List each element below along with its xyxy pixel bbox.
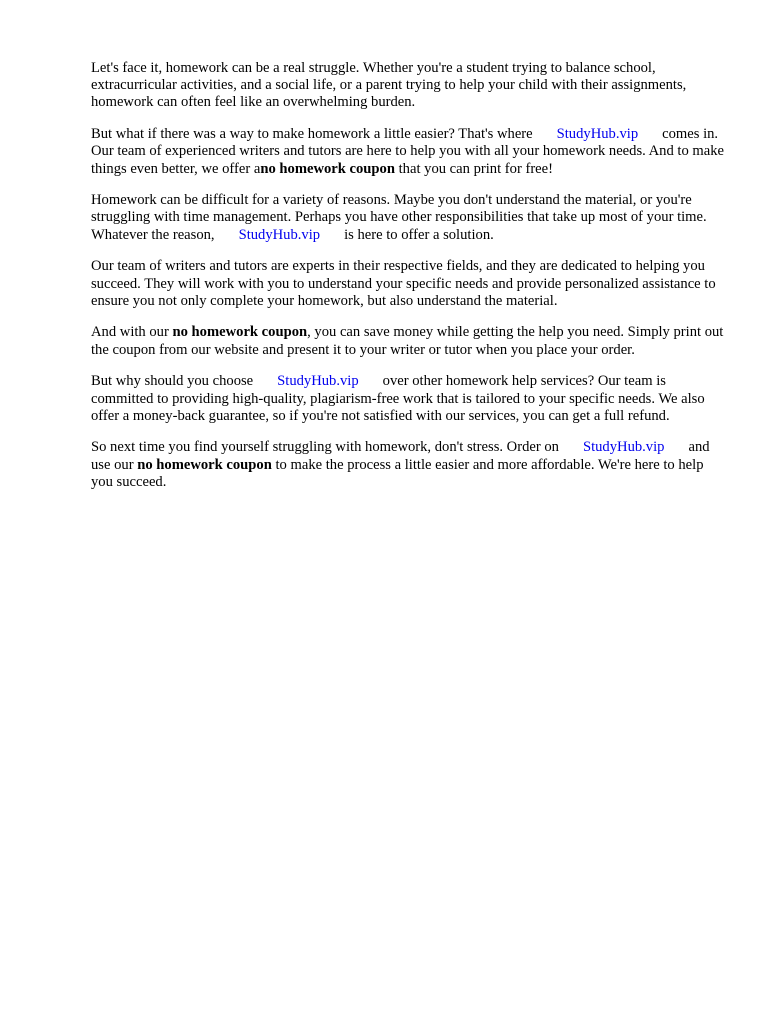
paragraph-intro — [91, 60, 726, 112]
paragraph-coupon-text-before: And with our — [91, 324, 169, 341]
document-body — [91, 60, 726, 506]
paragraph-team-text: Our team of writers and tutors are experts in their respective fields, and they are dedicated to helping you succeed. They will work with you to understand your specific needs and provide personalized assistance to ensure you not only complete your homework, but also understand the material. — [91, 258, 716, 309]
coupon-highlight: no homework coupon — [172, 324, 308, 341]
coupon-highlight: no homework coupon — [260, 160, 395, 177]
studyhub-link[interactable]: StudyHub.vip — [277, 373, 359, 390]
paragraph-offer — [91, 126, 726, 178]
paragraph-offer-text-before: But what if there was a way to make homework a little easier? That's where — [91, 126, 533, 143]
paragraph-offer-text-middle: comes in. Our team of experienced writers and tutors are here to help you with all your homework needs. And to make things even better, we offer a — [91, 126, 725, 177]
paragraph-coupon-text-after: , you can save money while getting the help you need. Simply print out the coupon from our website and present it to your writer or tutor when you place your order. — [91, 324, 724, 358]
paragraph-offer-text-after: that you can print for free! — [398, 160, 553, 177]
paragraph-closing-text-before: So next time you find yourself struggling with homework, don't stress. Order on — [91, 439, 559, 456]
paragraph-team — [91, 258, 726, 310]
studyhub-link[interactable]: StudyHub.vip — [582, 439, 665, 456]
paragraph-closing — [91, 439, 726, 491]
paragraph-closing-text-middle: and use our — [91, 439, 710, 473]
paragraph-why-choose-text-after: over other homework help services? Our team is committed to providing high-quality, plagiarism-free work that is tailored to your specific needs. We also offer a money-back guarantee, so if you're not satisfied with our services, you can get a full refund. — [91, 373, 705, 424]
paragraph-closing-text-after: to make the process a little easier and more affordable. We're here to help you succeed. — [91, 456, 704, 490]
studyhub-link[interactable]: StudyHub.vip — [238, 226, 321, 243]
paragraph-reasons-text-after: is here to offer a solution. — [344, 226, 494, 243]
paragraph-reasons-text-before: Homework can be difficult for a variety of reasons. Maybe you don't understand the material, or you're struggling with time management. Perhaps you have other responsibilities that take up most of your time. Whatever the reason, — [91, 192, 707, 243]
coupon-highlight: no homework coupon — [137, 456, 272, 473]
paragraph-intro-text: Let's face it, homework can be a real struggle. Whether you're a student trying to balance school, extracurricular activities, and a social life, or a parent trying to help your child with their assignments, homework can often feel like an overwhelming burden. — [91, 60, 687, 111]
paragraph-why-choose-text-before: But why should you choose — [91, 373, 254, 390]
paragraph-reasons — [91, 192, 726, 244]
paragraph-coupon — [91, 324, 726, 358]
paragraph-why-choose — [91, 373, 726, 425]
studyhub-link[interactable]: StudyHub.vip — [556, 126, 639, 143]
